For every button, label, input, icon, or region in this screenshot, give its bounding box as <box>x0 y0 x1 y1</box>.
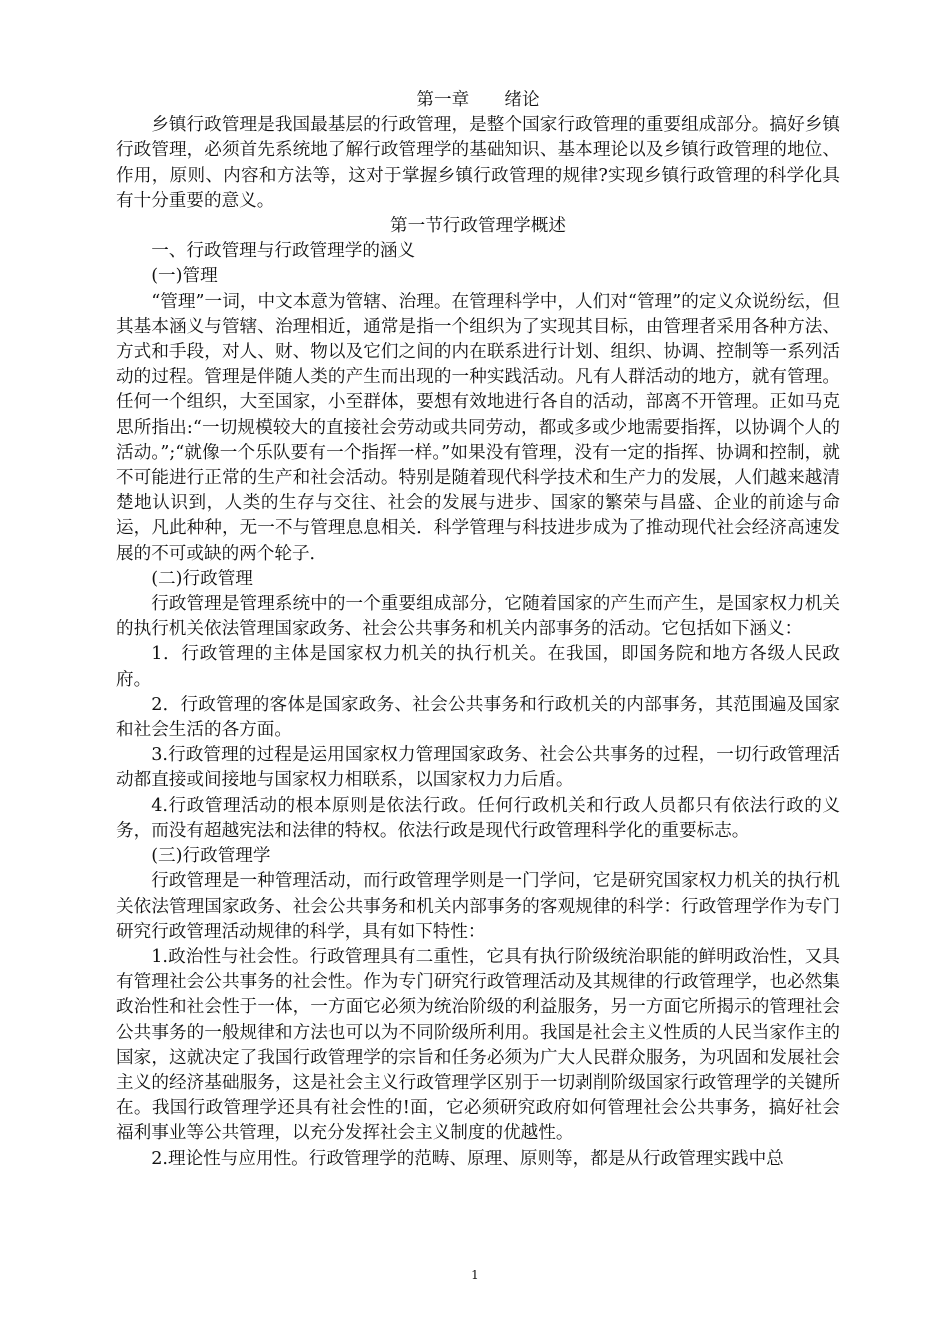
subheading-management: (一)管理 <box>151 266 218 287</box>
admin-point-3: 3.行政管理的过程是运用国家权力管理国家政务、社会公共事务的过程，一切行政管理活动都直接或间接地与国家权力相联系，以国家权力力后盾。 <box>116 745 840 791</box>
section-title: 第一节行政管理学概述 <box>390 216 566 237</box>
heading-definitions: 一、行政管理与行政管理学的涵义 <box>151 241 416 262</box>
science-point-1: 1.政治性与社会性。行政管理具有二重性，它具有执行阶级统治职能的鲜明政治性，又具有管理社会公共事务的社会性。作为专门研究行政管理活动及其规律的行政管理学，也必然集政治性和社会性于一体，一方面它必须为统治阶级的利益服务，另一方面它所揭示的管理社会公共事务的一般规律和方法也可以为不同阶级所利用。我国是社会主义性质的人民当家作主的国家，这就决定了我国行政管理学的宗旨和任务必须为广大人民群众服务，为巩固和发展社会主义的经济基础服务，这是社会主义行政管理学区别于一切剥削阶级国家行政管理学的关键所在。我国行政管理学还具有社会性的!面，它必须研究政府如何管理社会公共事务，搞好社会福利事业等公共管理，以充分发挥社会主义制度的优越性。 <box>116 946 840 1144</box>
science-point-2: 2.理论性与应用性。行政管理学的范畴、原理、原则等，都是从行政管理实践中总 <box>151 1148 784 1169</box>
admin-point-4: 4.行政管理活动的根本原则是依法行政。任何行政机关和行政人员都只有依法行政的义务，而没有超越宪法和法律的特权。依法行政是现代行政管理科学化的重要标志。 <box>116 795 840 841</box>
paragraph-admin: 行政管理是管理系统中的一个重要组成部分，它随着国家的产生而产生，是国家权力机关的执行机关依法管理国家政务、社会公共事务和机关内部事务的活动。它包括如下涵义： <box>116 594 840 640</box>
admin-point-2: 2．行政管理的客体是国家政务、社会公共事务和行政机关的内部事务，其范围遍及国家和社会生活的各方面。 <box>116 694 840 741</box>
intro-paragraph: 乡镇行政管理是我国最基层的行政管理，是整个国家行政管理的重要组成部分。搞好乡镇行政管理，必须首先系统地了解行政管理学的基础知识、基本理论以及乡镇行政管理的地位、作用，原则、内容和方法等，这对于掌握乡镇行政管理的规律?实现乡镇行政管理的科学化具有十分重要的意义。 <box>116 115 840 211</box>
chapter-title: 第一章 绪论 <box>416 90 540 110</box>
admin-point-1: 1．行政管理的主体是国家权力机关的执行机关。在我国，即国务院和地方各级人民政府。 <box>116 644 840 690</box>
document-body <box>116 88 840 1172</box>
paragraph-admin-science: 行政管理是一种管理活动，而行政管理学则是一门学问，它是研究国家权力机关的执行机关依法管理国家政务、社会公共事务和机关内部事务的客观规律的科学：行政管理学作为专门研究行政管理活动规律的科学，具有如下特性： <box>116 871 840 942</box>
page-number: 1 <box>471 1268 479 1282</box>
paragraph-management: “管理”一词，中文本意为管辖、治理。在管理科学中，人们对“管理”的定义众说纷纭，但其基本涵义与管辖、治理相近，通常是指一个组织为了实现其目标，由管理者采用各种方法、方式和手段，对人、财、物以及它们之间的内在联系进行计划、组织、协调、控制等一系列活动的过程。管理是伴随人类的产生而出现的一种实践活动。凡有人群活动的地方，就有管理。任何一个组织，大至国家，小至群体，要想有效地进行各自的活动，部离不开管理。正如马克思所指出:“一切规模较大的直接社会劳动或共同劳动，都或多或少地需要指挥，以协调个人的活动。”;“就像一个乐队要有一个指挥一样。”如果没有管理，没有一定的指挥、协调和控制，就不可能进行正常的生产和社会活动。特别是随着现代科学技术和生产力的发展，人们越来越清楚地认识到，人类的生存与交往、社会的发展与进步、国家的繁荣与昌盛、企业的前途与命运，凡此种种，无一不与管理息息相关．科学管理与科技进步成为了推动现代社会经济高速发展的不可或缺的两个轮子． <box>116 291 840 564</box>
subheading-admin-science: (三)行政管理学 <box>151 846 271 867</box>
subheading-admin: (二)行政管理 <box>151 568 253 589</box>
